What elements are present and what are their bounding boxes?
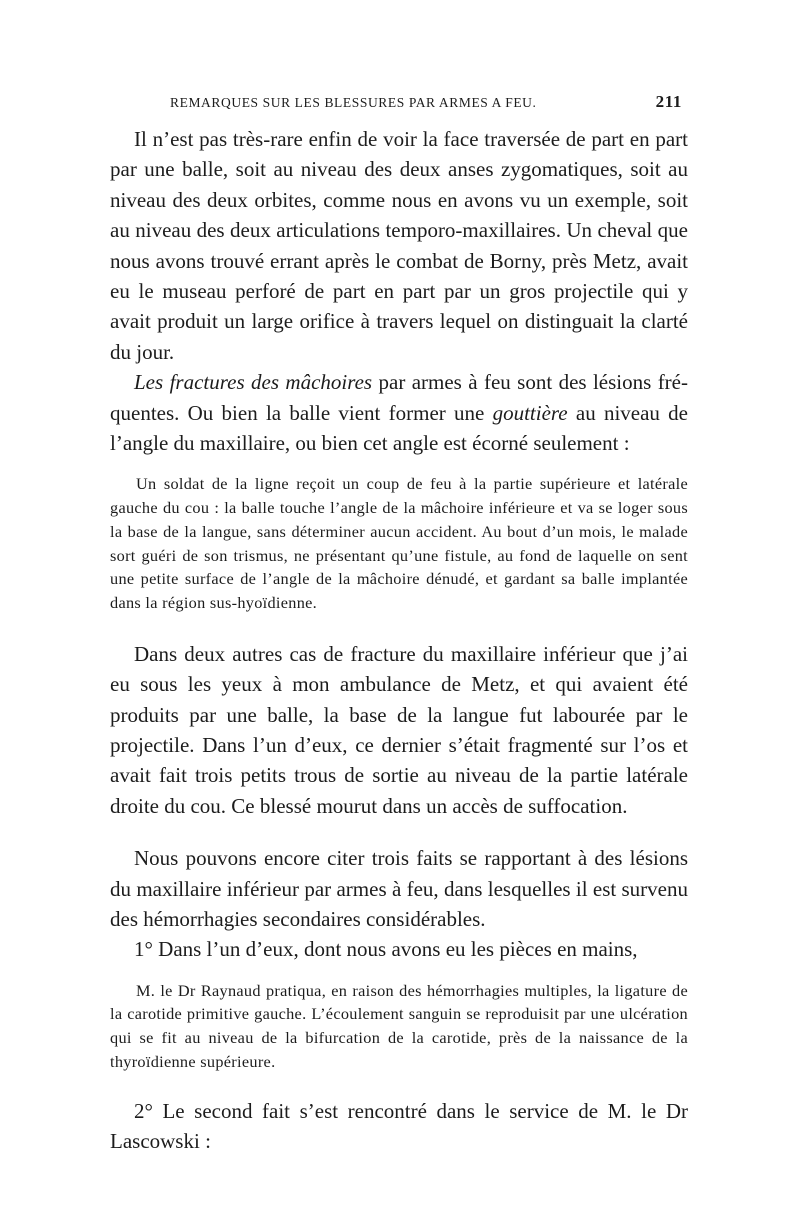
- italic-lead: Les fractures des mâchoires: [134, 370, 373, 395]
- paragraph-deux-autres-cas: Dans deux autres cas de fracture du maxillaire inférieur que j’ai eu sous les yeux à mon ambulance de Metz, et qui avaient été produits par une balle, la base de la langue fut labourée par le projectile. Dans l’un d’eux, ce dernier s’était fragmenté sur l’os et avait fait trois petits trous de sortie au niveau de la partie latérale droite du cou. Ce blessé mourut dans un accès de suffocation.: [110, 641, 688, 818]
- running-title: REMARQUES SUR LES BLESSURES PAR ARMES A FEU.: [170, 95, 537, 110]
- italic-word: gouttière: [492, 400, 568, 425]
- paragraph-fractures-machoires: [110, 367, 688, 458]
- case-report-soldat: Un soldat de la ligne reçoit un coup de feu à la partie supérieure et latérale gauche du cou : la balle touche l’angle de la mâchoire inférieure et va se loger sous la base de la langue, sans déterminer aucun accident. Au bout d’un mois, le malade sort guéri de son trismus, ne présentant qu’une fistule, au fond de laquelle on sent une petite surface de l’angle de la mâchoire dénudé, et gardant sa balle implantée dans la région sus-hyoïdienne.: [110, 474, 688, 612]
- paragraph-premier-fait: 1° Dans l’un d’eux, dont nous avons eu les pièces en mains,: [134, 937, 638, 962]
- paragraph-trois-faits: Nous pouvons encore citer trois faits se rapportant à des lésions du maxillaire inférieur par armes à feu, dans lesquelles il est survenu des hémorrhagies secondaires considérables.: [110, 846, 688, 931]
- paragraph-text: par armes à feu sont des lésions fréquentes. Ou bien la balle vient former une: [110, 370, 689, 425]
- page-header: [110, 92, 688, 118]
- page-number: 211: [655, 92, 682, 111]
- case-report-raynaud: M. le Dr Raynaud pratiqua, en raison des hémorrhagies multiples, la ligature de la carotide primitive gauche. L’écoulement sanguin se reproduisit par une ulcération qui se fit au niveau de la bifurcation de la carotide, près de la naissance de la thyroïdienne supérieure.: [110, 980, 688, 1071]
- document-page: [110, 92, 688, 1156]
- paragraph-text: au niveau de l’angle du maxillaire, ou bien cet angle est écorné seulement :: [110, 400, 688, 456]
- paragraph-face-traversee: Il n’est pas très-rare enfin de voir la face traversée de part en part par une balle, soit au niveau des deux anses zygomatiques, soit au niveau des deux orbites, comme nous en avons vu un exemple, soit au niveau des deux articulations temporo-maxillaires. Un cheval que nous avons trouvé errant après le combat de Borny, près Metz, avait eu le museau perforé de part en part par un gros projectile qui y avait produit un large orifice à travers lequel on distinguait la clarté du jour.: [110, 127, 688, 364]
- paragraph-second-fait: 2° Le second fait s’est rencontré dans le service de M. le Dr Lascowski :: [110, 1098, 688, 1153]
